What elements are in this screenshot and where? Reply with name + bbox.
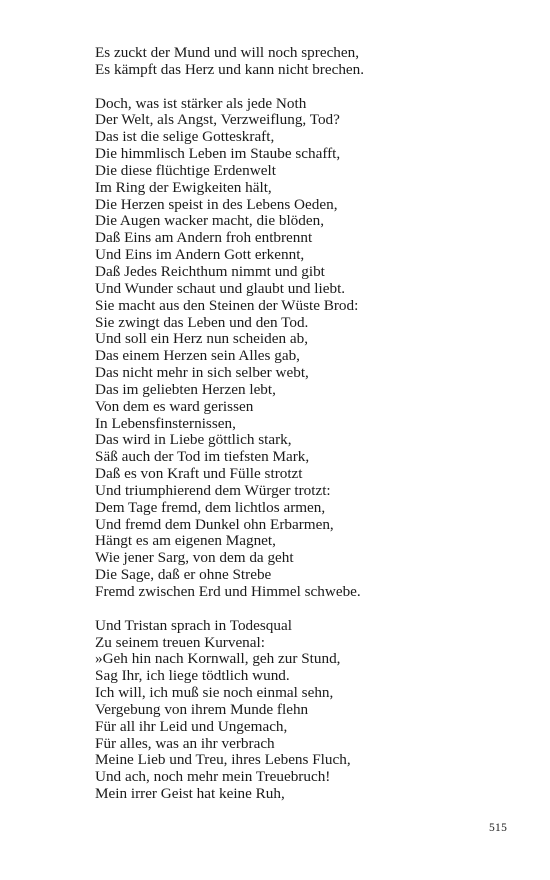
verse-line: Das ist die selige Gotteskraft,	[95, 128, 275, 146]
verse-line: Sie macht aus den Steinen der Wüste Brod:	[95, 296, 359, 314]
verse-line: Daß Eins am Andern froh entbrennt	[95, 229, 313, 247]
verse-line: Meine Lieb und Treu, ihres Lebens Fluch,	[95, 751, 351, 769]
verse-line: Sie zwingt das Leben und den Tod.	[95, 313, 309, 331]
verse-line: Und triumphierend dem Würger trotzt:	[95, 481, 331, 499]
verse-line: Säß auch der Tod im tiefsten Mark,	[95, 448, 310, 466]
verse-line: Doch, was ist stärker als jede Noth	[95, 94, 307, 112]
verse-line: Mein irrer Geist hat keine Ruh,	[95, 785, 285, 803]
poem-text	[95, 45, 515, 820]
verse-line: Dem Tage fremd, dem lichtlos armen,	[95, 498, 326, 516]
verse-line: Und Tristan sprach in Todesqual	[95, 616, 292, 634]
verse-line: Wie jener Sarg, von dem da geht	[95, 549, 294, 567]
verse-line: Sag Ihr, ich liege tödtlich wund.	[95, 667, 290, 685]
verse-line: Die himmlisch Leben im Staube schafft,	[95, 145, 341, 163]
verse-line: Von dem es ward gerissen	[95, 397, 254, 415]
verse-line: Die diese flüchtige Erdenwelt	[95, 161, 276, 179]
verse-line: Das nicht mehr in sich selber webt,	[95, 364, 309, 382]
verse-line: Hängt es am eigenen Magnet,	[95, 532, 276, 550]
verse-line: »Geh hin nach Kornwall, geh zur Stund,	[95, 650, 341, 668]
verse-line: Ich will, ich muß sie noch einmal sehn,	[95, 684, 334, 702]
verse-line: Das wird in Liebe göttlich stark,	[95, 431, 292, 449]
verse-line: Und fremd dem Dunkel ohn Erbarmen,	[95, 515, 334, 533]
verse-line: Und Eins im Andern Gott erkennt,	[95, 246, 305, 264]
verse-line: Daß es von Kraft und Fülle strotzt	[95, 465, 303, 483]
stanza	[95, 45, 515, 79]
verse-line: Der Welt, als Angst, Verzweiflung, Tod?	[95, 111, 340, 129]
verse-line: Das einem Herzen sein Alles gab,	[95, 347, 300, 365]
verse-line: Und Wunder schaut und glaubt und liebt.	[95, 279, 346, 297]
stanza	[95, 96, 515, 601]
verse-line: In Lebensfinsternissen,	[95, 414, 236, 432]
verse-line: Und soll ein Herz nun scheiden ab,	[95, 330, 308, 348]
verse-line: Es kämpft das Herz und kann nicht brechen.	[95, 60, 365, 78]
verse-line: Und ach, noch mehr mein Treuebruch!	[95, 768, 331, 786]
verse-line: Vergebung von ihrem Munde flehn	[95, 700, 309, 718]
verse-line: Im Ring der Ewigkeiten hält,	[95, 178, 272, 196]
verse-line: Das im geliebten Herzen lebt,	[95, 380, 276, 398]
stanza	[95, 618, 515, 803]
verse-line: Es zuckt der Mund und will noch sprechen,	[95, 44, 360, 61]
verse-line: Daß Jedes Reichthum nimmt und gibt	[95, 262, 325, 280]
verse-line: Die Augen wacker macht, die blöden,	[95, 212, 324, 230]
verse-line: Für alles, was an ihr verbrach	[95, 734, 275, 752]
page-number: 515	[489, 822, 508, 834]
verse-line: Für all ihr Leid und Ungemach,	[95, 717, 288, 735]
verse-line: Zu seinem treuen Kurvenal:	[95, 633, 265, 651]
verse-line: Die Sage, daß er ohne Strebe	[95, 566, 272, 584]
verse-line: Fremd zwischen Erd und Himmel schwebe.	[95, 583, 361, 600]
verse-line: Die Herzen speist in des Lebens Oeden,	[95, 195, 338, 213]
